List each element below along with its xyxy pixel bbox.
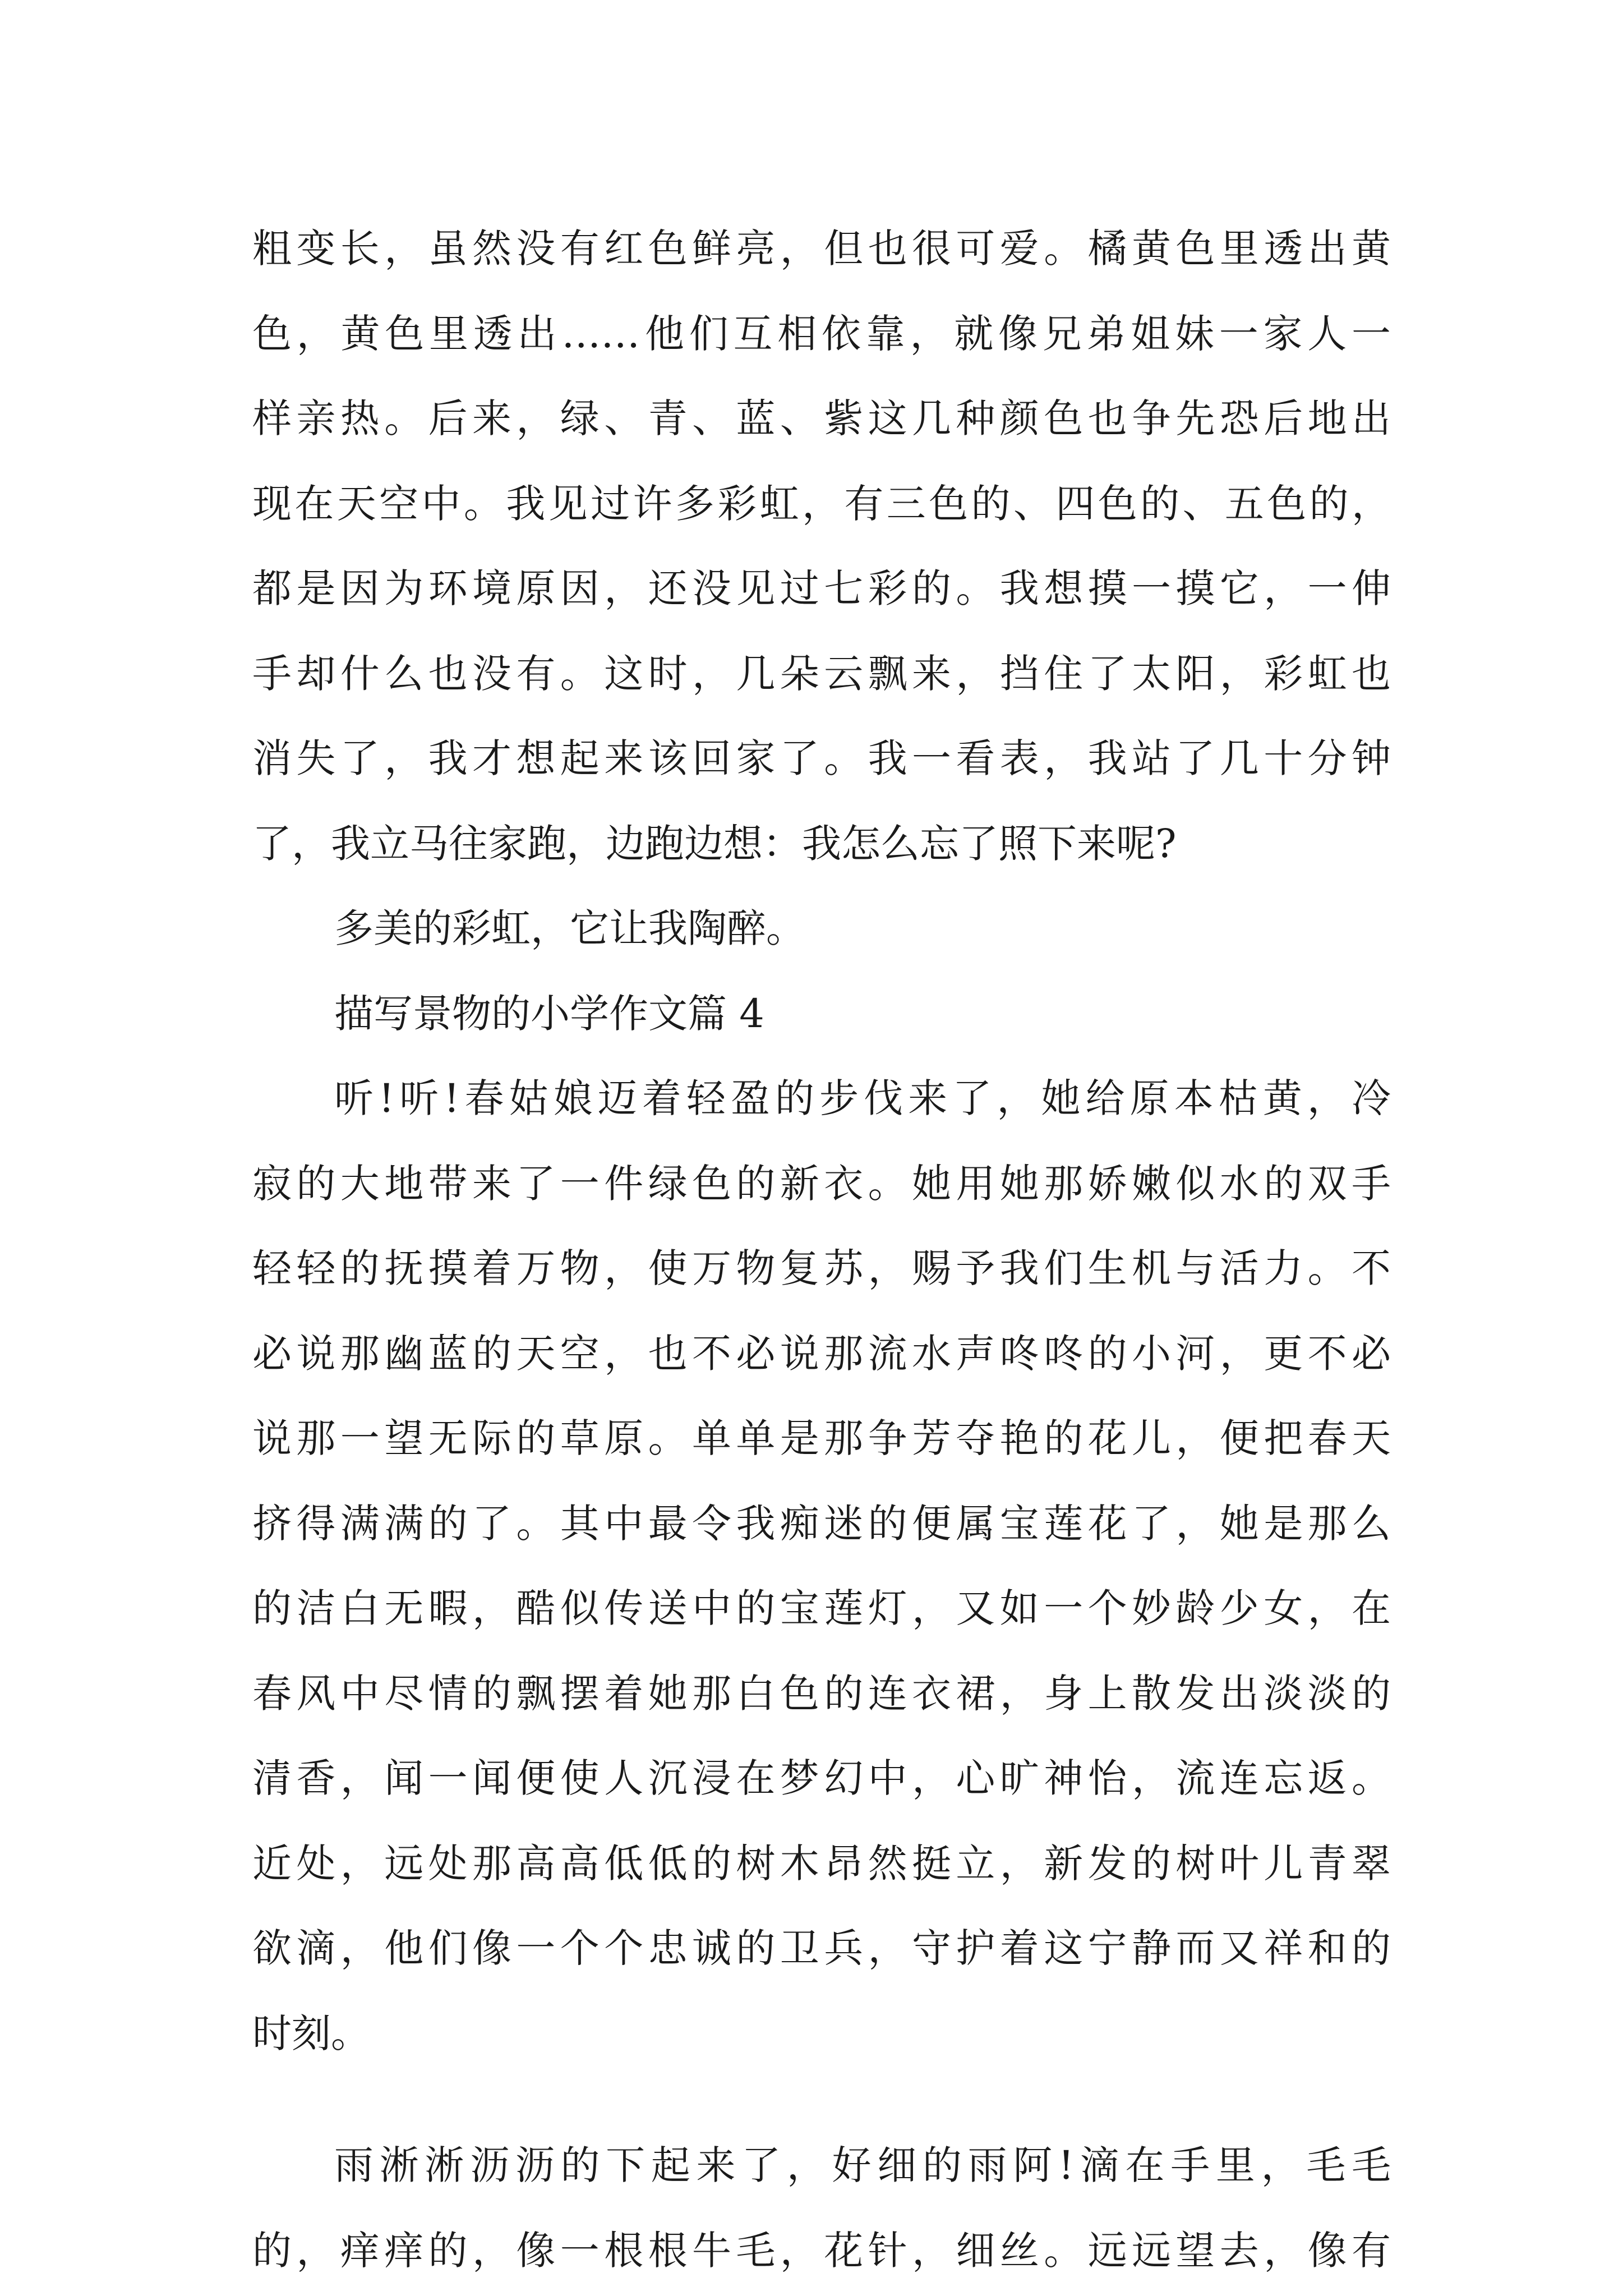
paragraph-conclusion bbox=[252, 886, 1391, 972]
text-line: 多美的彩虹，它让我陶醉。 bbox=[334, 905, 805, 951]
text-line: 手却什么也没有。这时，几朵云飘来，挡住了太阳，彩虹也 bbox=[252, 650, 1391, 697]
text-line: 的，痒痒的，像一根根牛毛，花针，细丝。远远望去，像有 bbox=[252, 2227, 1391, 2274]
text-line: 现在天空中。我见过许多彩虹，有三色的、四色的、五色的， bbox=[252, 480, 1391, 527]
text-line: 近处，远处那高高低低的树木昂然挺立，新发的树叶儿青翠 bbox=[252, 1840, 1391, 1887]
text-line: 粗变长，虽然没有红色鲜亮，但也很可爱。橘黄色里透出黄 bbox=[252, 226, 1391, 272]
paragraph-gap bbox=[252, 2076, 1391, 2123]
text-line: 消失了，我才想起来该回家了。我一看表，我站了几十分钟 bbox=[252, 735, 1391, 781]
paragraph-spring bbox=[252, 1056, 1391, 2076]
text-line: 雨淅淅沥沥的下起来了，好细的雨阿!滴在手里，毛毛 bbox=[334, 2142, 1391, 2188]
text-line: 轻轻的抚摸着万物，使万物复苏，赐予我们生机与活力。不 bbox=[252, 1245, 1391, 1291]
text-line: 挤得满满的了。其中最令我痴迷的便属宝莲花了，她是那么 bbox=[252, 1500, 1391, 1547]
paragraph-rainbow-continued bbox=[252, 206, 1391, 886]
text-line: 了，我立马往家跑，边跑边想：我怎么忘了照下来呢? bbox=[252, 820, 1177, 867]
document-body bbox=[252, 206, 1391, 2293]
heading-text: 描写景物的小学作文篇 4 bbox=[334, 990, 764, 1037]
text-line: 必说那幽蓝的天空，也不必说那流水声咚咚的小河，更不必 bbox=[252, 1330, 1391, 1377]
text-line: 寂的大地带来了一件绿色的新衣。她用她那娇嫩似水的双手 bbox=[252, 1160, 1391, 1207]
text-line: 样亲热。后来，绿、青、蓝、紫这几种颜色也争先恐后地出 bbox=[252, 395, 1391, 441]
text-line: 听!听!春姑娘迈着轻盈的步伐来了，她给原本枯黄，冷 bbox=[334, 1075, 1391, 1121]
text-line: 春风中尽情的飘摆着她那白色的连衣裙，身上散发出淡淡的 bbox=[252, 1670, 1391, 1717]
text-line: 说那一望无际的草原。单单是那争芳夺艳的花儿，便把春天 bbox=[252, 1415, 1391, 1461]
text-line: 欲滴，他们像一个个忠诚的卫兵，守护着这宁静而又祥和的 bbox=[252, 1925, 1391, 1971]
section-heading bbox=[252, 972, 1391, 1057]
paragraph-rain bbox=[252, 2123, 1391, 2293]
text-line: 色，黄色里透出……他们互相依靠，就像兄弟姐妹一家人一 bbox=[252, 310, 1391, 357]
text-line: 清香，闻一闻便使人沉浸在梦幻中，心旷神怡，流连忘返。 bbox=[252, 1755, 1391, 1801]
text-line: 时刻。 bbox=[252, 2010, 370, 2056]
text-line: 的洁白无暇，酷似传送中的宝莲灯，又如一个妙龄少女，在 bbox=[252, 1585, 1391, 1631]
text-line: 都是因为环境原因，还没见过七彩的。我想摸一摸它，一伸 bbox=[252, 565, 1391, 611]
